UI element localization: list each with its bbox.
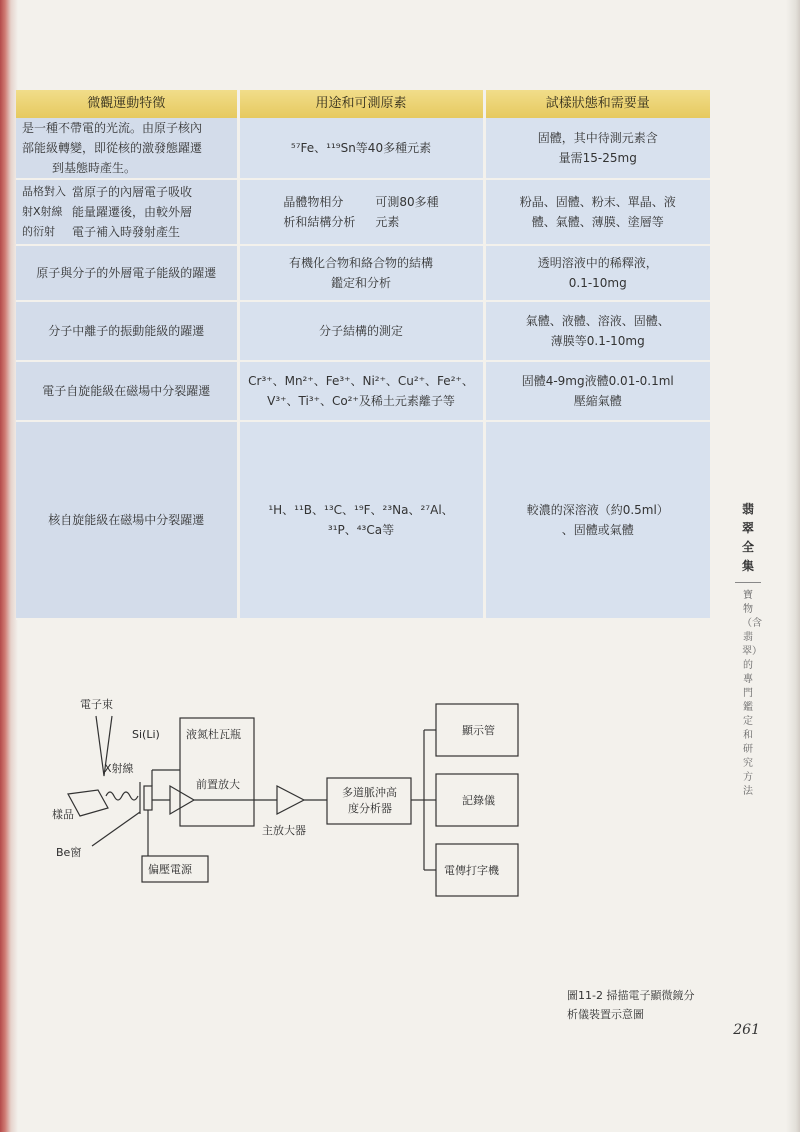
page-number: 261 bbox=[733, 1022, 760, 1038]
cell-line: 到基態時產生。 bbox=[52, 161, 137, 175]
analyzer-label-1: 多道脈沖高 bbox=[342, 786, 397, 799]
cell-line: 固體，其中待測元素含 bbox=[537, 131, 658, 145]
cell-use bbox=[238, 179, 484, 245]
cell-line: 透明溶液中的稀釋液， bbox=[537, 256, 658, 270]
cell-feature: 電子自旋能級在磁場中分裂躍遷 bbox=[16, 361, 238, 421]
be-window-label: Be窗 bbox=[56, 846, 82, 859]
cell-use bbox=[238, 245, 484, 301]
cell-line: 是一種不帶電的光流。由原子核內 bbox=[22, 121, 203, 135]
xray-label bbox=[22, 182, 66, 242]
cell-line: 可測80多種 bbox=[375, 195, 439, 209]
edx-schematic-diagram bbox=[52, 690, 572, 950]
table-row bbox=[16, 361, 710, 421]
analyzer-label-2: 度分析器 bbox=[348, 802, 392, 815]
table-row bbox=[16, 245, 710, 301]
recorder-label: 記錄儀 bbox=[462, 794, 495, 807]
xray-label: X射線 bbox=[104, 762, 134, 775]
cell-line: 粉晶、固體、粉末、單晶、液 bbox=[519, 195, 676, 209]
cell-line: 能量躍遷後，由較外層 bbox=[72, 205, 193, 219]
cell-line: 體、氣體、薄膜、塗層等 bbox=[531, 215, 664, 229]
cell-line: 有機化合物和絡合物的結構 bbox=[288, 256, 433, 270]
cell-line: 較濃的深溶液（約0.5ml） bbox=[526, 503, 669, 517]
caption-line: 圖11-2 掃描電子顯微鏡分 bbox=[567, 989, 695, 1002]
cell-line: 壓縮氣體 bbox=[573, 394, 622, 408]
table-header-row bbox=[16, 90, 710, 118]
cell-sample bbox=[484, 421, 710, 619]
sample-shape bbox=[68, 790, 108, 816]
side-chapter-title: 寶物（含翡翠）的專門鑑定和研究方法 bbox=[742, 590, 762, 797]
sample-label: 樣品 bbox=[52, 808, 74, 821]
cell-line: ¹H、¹¹B、¹³C、¹⁹F、²³Na、²⁷Al、 bbox=[268, 503, 454, 517]
cell-use bbox=[238, 421, 484, 619]
cell-line: V³⁺、Ti³⁺、Co²⁺及稀土元素離子等 bbox=[267, 394, 455, 408]
display-label: 顯示管 bbox=[462, 724, 495, 737]
xray-wave bbox=[106, 792, 138, 800]
cell-sample bbox=[484, 179, 710, 245]
cell-line: 的衍射 bbox=[22, 225, 55, 238]
bias-power-label: 偏壓電源 bbox=[148, 863, 192, 876]
cell-feature: 原子與分子的外層電子能級的躍遷 bbox=[16, 245, 238, 301]
header-sample: 試樣狀態和需要量 bbox=[484, 90, 710, 118]
page-edge bbox=[786, 0, 800, 1132]
cell-sample bbox=[484, 245, 710, 301]
main-amp-label: 主放大器 bbox=[262, 824, 306, 837]
side-divider bbox=[735, 582, 761, 583]
cell-line: 元素 bbox=[375, 215, 400, 229]
analyzer-box bbox=[327, 778, 411, 824]
cell-feature: 分子中離子的振動能級的躍遷 bbox=[16, 301, 238, 361]
header-use: 用途和可測原素 bbox=[238, 90, 484, 118]
cell-line: 電子補入時發射產生 bbox=[72, 225, 181, 239]
table-row bbox=[16, 118, 710, 179]
cell-line: ⁵⁷Fe、¹¹⁹Sn等40多種元素 bbox=[290, 141, 432, 155]
xray-text bbox=[72, 182, 231, 242]
cell-line: 部能級轉變，即從核的激發態躍遷 bbox=[22, 141, 203, 155]
cell-feature bbox=[16, 179, 238, 245]
cell-line: 、固體或氣體 bbox=[561, 523, 634, 537]
chapter-side-tab bbox=[730, 500, 766, 799]
cell-feature: 核自旋能級在磁場中分裂躍遷 bbox=[16, 421, 238, 619]
cell-line: ³¹P、⁴³Ca等 bbox=[327, 523, 395, 537]
cell-sample bbox=[484, 361, 710, 421]
use-left bbox=[283, 192, 355, 232]
cell-line: 當原子的內層電子吸收 bbox=[72, 185, 193, 199]
preamp-shape bbox=[170, 786, 194, 814]
cell-use bbox=[238, 118, 484, 179]
cell-feature bbox=[16, 118, 238, 179]
dewar-label: 液氮杜瓦瓶 bbox=[186, 728, 241, 741]
cell-use: 分子結構的測定 bbox=[238, 301, 484, 361]
cell-line: 晶格對入 bbox=[22, 185, 66, 198]
caption-line: 析儀裝置示意圖 bbox=[567, 1008, 644, 1021]
cell-line: 鑑定和分析 bbox=[330, 276, 391, 290]
cell-line: 量需15-25mg bbox=[558, 151, 637, 165]
cell-sample bbox=[484, 118, 710, 179]
table-row bbox=[16, 179, 710, 245]
cell-line: 氣體、液體、溶液、固體、 bbox=[525, 314, 670, 328]
side-series-title: 翡翠全集 bbox=[741, 502, 754, 573]
cell-line: 固體4-9mg液體0.01-0.1ml bbox=[521, 374, 674, 388]
preamp-label: 前置放大 bbox=[196, 778, 240, 791]
cell-use bbox=[238, 361, 484, 421]
be-pointer bbox=[92, 812, 140, 846]
teleprinter-label: 電傳打字機 bbox=[444, 864, 499, 877]
header-feature: 微觀運動特徵 bbox=[16, 90, 238, 118]
cell-line: Cr³⁺、Mn²⁺、Fe³⁺、Ni²⁺、Cu²⁺、Fe²⁺、 bbox=[248, 374, 474, 388]
si-li-label: Si(Li) bbox=[132, 728, 160, 741]
cell-line: 0.1-10mg bbox=[568, 276, 627, 290]
cell-line: 射X射線 bbox=[22, 205, 63, 218]
figure-caption bbox=[567, 986, 727, 1024]
use-right bbox=[375, 192, 438, 232]
cell-line: 析和結構分析 bbox=[283, 215, 356, 229]
main-amp-shape bbox=[277, 786, 304, 814]
spec-table bbox=[16, 90, 710, 620]
analysis-methods-table bbox=[16, 90, 710, 620]
cell-line: 晶體物相分 bbox=[283, 195, 344, 209]
cell-line: 薄膜等0.1-10mg bbox=[550, 334, 645, 348]
table-row bbox=[16, 421, 710, 619]
table-row bbox=[16, 301, 710, 361]
detector-shape bbox=[144, 786, 152, 810]
cell-sample bbox=[484, 301, 710, 361]
electron-beam-label: 電子束 bbox=[80, 698, 113, 711]
